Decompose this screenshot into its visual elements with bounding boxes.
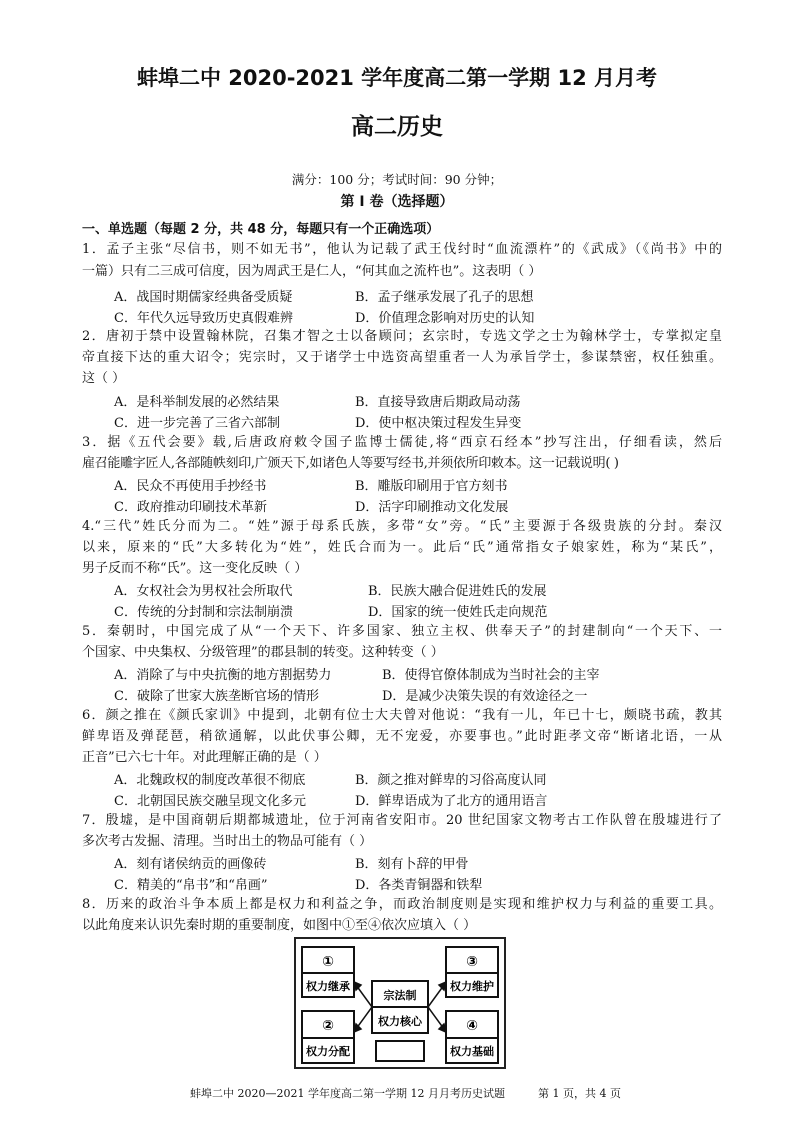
question-8-line: 以此角度来认识先秦时期的重要制度，如图中①至④依次应填入（ ） xyxy=(82,918,477,933)
question-6-option: D．鲜卑语成为了北方的通用语言 xyxy=(355,794,548,809)
question-4-line: 4.“三代”姓氏分而为二。“姓”源于母系氏族，多带“女”旁。“氏”主要源于各级贵族的分封。秦汉 xyxy=(82,519,722,534)
question-6-line: 6．颜之推在《颜氏家训》中提到，北朝有位士大夫曾对他说：“我有一儿，年已十七，颇晓书疏，教其 xyxy=(82,708,722,723)
diagram-box-1-num: ① xyxy=(322,954,334,970)
diagram-box-3-num: ③ xyxy=(466,954,478,970)
question-7-option: B．刻有卜辞的甲骨 xyxy=(355,857,469,872)
diagram-center-mid: 权力核心 xyxy=(378,1015,422,1028)
question-5-option: B．使得官僚体制成为当时社会的主宰 xyxy=(382,668,600,683)
question-2-line: 这（ ） xyxy=(82,371,126,386)
question-3-line: 3．据《五代会要》载,后唐政府敕令国子监博士儒徒,将“西京石经本”抄写注出，仔细看读，然后 xyxy=(82,435,722,450)
diagram-center-top: 宗法制 xyxy=(383,989,417,1002)
question-6-option: C．北朝国民族交融呈现文化多元 xyxy=(114,794,306,809)
question-2-option: D．使中枢决策过程发生异变 xyxy=(355,416,522,431)
question-6-line: 正音”已六七十年。对此理解正确的是（ ） xyxy=(82,750,327,765)
exam-subtitle: 高二历史 xyxy=(351,114,443,140)
question-7-line: 7．殷墟，是中国商朝后期都城遗址，位于河南省安阳市。20 世纪国家文物考古工作队曾在殷墟进行了 xyxy=(82,813,722,828)
question-6-option: B．颜之推对鲜卑的习俗高度认同 xyxy=(355,773,547,788)
question-1-line: 一篇）只有二三成可信度，因为周武王是仁人，“何其血之流杵也”。这表明（ ） xyxy=(82,264,542,279)
question-3-line: 雇召能雕字匠人,各部随帙刻印,广颁天下,如诸色人等要写经书,并须依所印敕本。这一记载说明( ) xyxy=(82,456,619,471)
question-1-option: C．年代久远导致历史真假难辨 xyxy=(114,311,293,326)
question-7-option: A．刻有诸侯纳贡的画像砖 xyxy=(114,857,267,872)
question-6-option: A．北魏政权的制度改革很不彻底 xyxy=(114,773,306,788)
question-2-line: 帝直接下达的重大诏令；宪宗时，又于诸学士中选资高望重者一人为承旨学士，参谋禁密，权任独重。 xyxy=(82,350,722,365)
diagram-box-1-label: 权力继承 xyxy=(306,980,350,993)
question-1-option: A．战国时期儒家经典备受质疑 xyxy=(114,290,293,305)
question-5-option: A．消除了与中央抗衡的地方割据势力 xyxy=(114,668,332,683)
question-4-option: B．民族大融合促进姓氏的发展 xyxy=(368,584,547,599)
question-4-option: C．传统的分封制和宗法制崩溃 xyxy=(114,605,293,620)
exam-title: 蚌埠二中 2020-2021 学年度高二第一学期 12 月月考 xyxy=(136,66,658,90)
question-2-option: A．是科举制发展的必然结果 xyxy=(114,395,280,410)
question-4-option: D．国家的统一使姓氏走向规范 xyxy=(368,605,548,620)
diagram-box-4-num: ④ xyxy=(466,1018,478,1034)
question-1-line: 1．孟子主张“尽信书，则不如无书”，他认为记载了武王伐纣时“血流漂杵”的《武成》（《尚书》中的 xyxy=(82,242,722,257)
diagram-box-3-label: 权力维护 xyxy=(450,980,494,993)
question-1-option: D．价值理念影响对历史的认知 xyxy=(355,311,535,326)
question-4-line: 男子反而不称“氏”。这一变化反映（ ） xyxy=(82,561,308,576)
question-3-option: B．雕版印刷用于官方刻书 xyxy=(355,479,508,494)
footer-title: 蚌埠二中 2020—2021 学年度高二第一学期 12 月月考历史试题 xyxy=(190,1087,505,1100)
question-5-option: D．是减少决策失误的有效途径之一 xyxy=(382,689,588,704)
section-heading: 一、单选题（每题 2 分，共 48 分，每题只有一个正确选项） xyxy=(82,222,440,237)
question-4-line: 以来，原来的“氏”大多转化为“姓”，姓氏合而为一。此后“氏”通常指女子娘家姓，称为“某氏”， xyxy=(82,540,722,555)
footer-page-number: 第 1 页，共 4 页 xyxy=(538,1087,621,1100)
question-2-option: B．直接导致唐后期政局动荡 xyxy=(355,395,521,410)
exam-meta: 满分：100 分；考试时间：90 分钟； xyxy=(291,172,503,187)
question-7-line: 多次考古发掘、清理。当时出土的物品可能有（ ） xyxy=(82,834,373,849)
question-8-line: 8．历来的政治斗争本质上都是权力和利益之争，而政治制度则是实现和维护权力与利益的重要工具。 xyxy=(82,897,722,912)
question-5-option: C．破除了世家大族垄断官场的情形 xyxy=(114,689,319,704)
question-7-option: C．精美的“帛书”和“帛画” xyxy=(114,878,268,893)
question-2-line: 2．唐初于禁中设置翰林院，召集才智之士以备顾问；玄宗时，专选文学之士为翰林学士，专掌拟定皇 xyxy=(82,329,722,344)
diagram-center-blank xyxy=(376,1041,424,1061)
question-7-option: D．各类青铜器和铁犁 xyxy=(355,878,483,893)
question-3-option: D．活字印刷推动文化发展 xyxy=(355,500,509,515)
diagram-box-2-label: 权力分配 xyxy=(306,1045,350,1058)
institution-diagram xyxy=(294,937,506,1069)
question-6-line: 鲜卑语及弹琵琶，稍欲通解，以此伏事公卿，无不宠爱，亦要事也。”此时距孝文帝“断诸北语，一从 xyxy=(82,729,722,744)
volume-heading: 第 I 卷（选择题） xyxy=(340,194,454,210)
question-4-option: A．女权社会为男权社会所取代 xyxy=(114,584,293,599)
question-3-option: C．政府推动印刷技术革新 xyxy=(114,500,267,515)
question-5-line: 5．秦朝时，中国完成了从“一个天下、许多国家、独立主权、供奉天子”的封建制向“一个天下、一 xyxy=(82,624,722,639)
diagram-box-4-label: 权力基础 xyxy=(450,1045,494,1058)
question-2-option: C．进一步完善了三省六部制 xyxy=(114,416,280,431)
question-3-option: A．民众不再使用手抄经书 xyxy=(114,479,267,494)
question-1-option: B．孟子继承发展了孔子的思想 xyxy=(355,290,534,305)
question-5-line: 个国家、中央集权、分级管理”的郡县制的转变。这种转变（ ） xyxy=(82,645,444,660)
diagram-box-2-num: ② xyxy=(322,1018,334,1034)
